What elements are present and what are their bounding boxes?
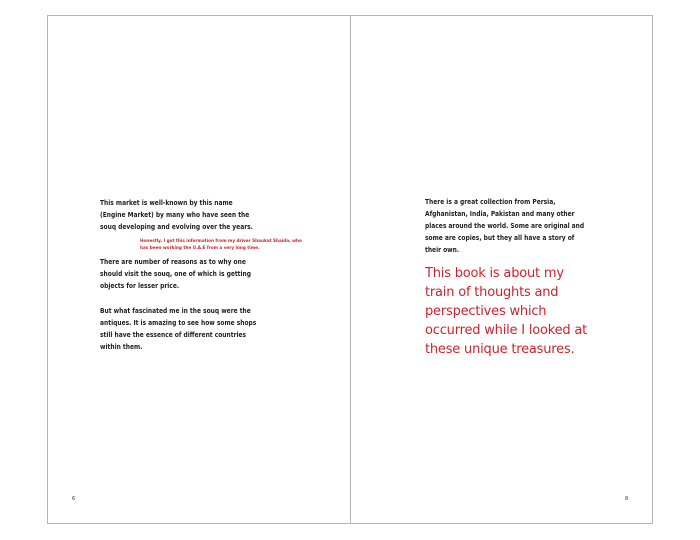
right-paragraph-collection xyxy=(425,196,584,256)
right-page xyxy=(351,16,653,523)
text-line: But what fascinated me in the souq were the xyxy=(100,307,251,315)
text-line: some are copies, but they all have a story of xyxy=(425,234,575,242)
pull-quote-line: perspectives which xyxy=(425,304,547,319)
left-paragraph-antiques xyxy=(100,305,256,353)
text-line: This market is well-known by this name xyxy=(100,199,233,207)
page-number-left: 6 xyxy=(72,496,76,502)
left-paragraph-reasons xyxy=(100,256,251,292)
text-line: Afghanistan, India, Pakistan and many other xyxy=(425,210,575,218)
text-line: There is a great collection from Persia, xyxy=(425,198,556,206)
book-spread xyxy=(47,15,653,524)
pull-quote-line: train of thoughts and xyxy=(425,285,559,300)
footnote-line: Honestly, I got this information from my driver Shaukat Shaida, who xyxy=(140,238,302,243)
text-line: still have the essence of different countries xyxy=(100,331,247,339)
text-line: antiques. It is amazing to see how some shops xyxy=(100,319,257,327)
text-line: their own. xyxy=(425,246,460,254)
page-number-right: 8 xyxy=(625,496,629,502)
text-line: should visit the souq, one of which is getting xyxy=(100,270,252,278)
text-line: within them. xyxy=(100,343,143,351)
text-line: souq developing and evolving over the years. xyxy=(100,223,253,231)
pull-quote-line: occurred while I looked at xyxy=(425,323,588,338)
pull-quote-line: these unique treasures. xyxy=(425,342,575,357)
pull-quote xyxy=(425,264,587,359)
left-page xyxy=(48,16,350,523)
text-line: There are number of reasons as to why one xyxy=(100,258,246,266)
text-line: (Engine Market) by many who have seen the xyxy=(100,211,250,219)
pull-quote-line: This book is about my xyxy=(425,266,564,281)
footnote xyxy=(140,237,302,251)
text-line: objects for lesser price. xyxy=(100,282,180,290)
footnote-line: has been working the U.A.E from a very long time. xyxy=(140,245,260,250)
left-paragraph-engine-market xyxy=(100,197,253,233)
text-line: places around the world. Some are original and xyxy=(425,222,585,230)
